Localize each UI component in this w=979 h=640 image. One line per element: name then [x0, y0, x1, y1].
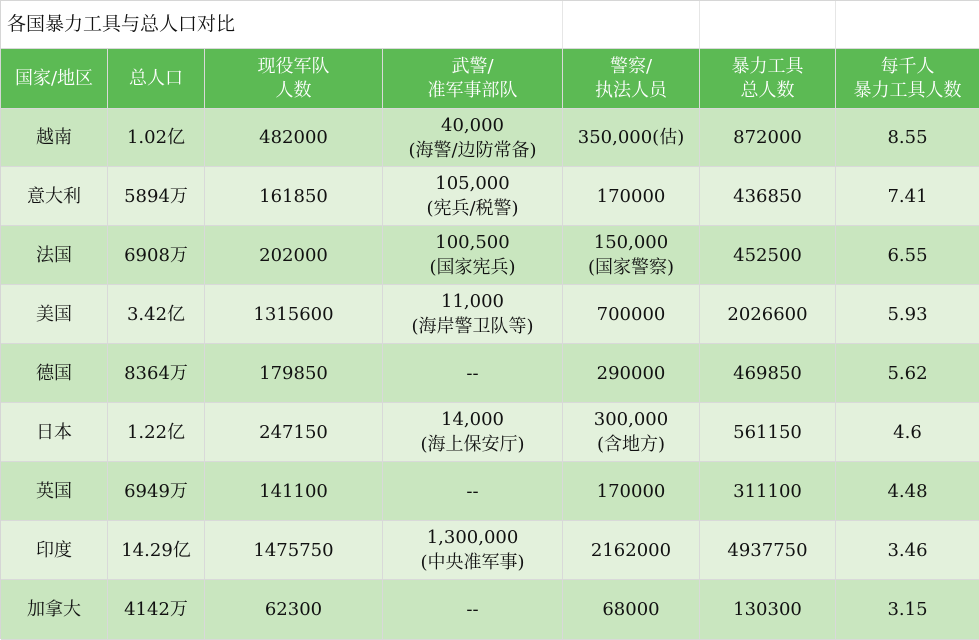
table-title[interactable]	[1, 1, 383, 49]
cell-text: 14,000	[441, 409, 504, 430]
cell-text: 德国	[36, 362, 72, 384]
cell-per-thousand[interactable]	[836, 403, 979, 462]
cell-paramilitary[interactable]	[383, 462, 563, 521]
cell-text: 141100	[259, 480, 328, 502]
cell-country[interactable]	[1, 167, 108, 226]
cell-text: 8364万	[124, 362, 188, 384]
cell-country[interactable]	[1, 344, 108, 403]
cell-text: 482000	[259, 127, 328, 148]
cell-text: 300,000	[593, 409, 669, 430]
cell-country[interactable]	[1, 521, 108, 580]
header-paramilitary[interactable]	[383, 49, 563, 109]
cell-military[interactable]	[205, 403, 383, 462]
cell-paramilitary[interactable]	[383, 403, 563, 462]
cell-police[interactable]	[563, 580, 700, 640]
header-per-thousand[interactable]	[836, 49, 979, 109]
cell-text: 越南	[36, 127, 72, 148]
cell-text: 2026600	[727, 303, 808, 325]
cell-text: 8.55	[887, 127, 928, 148]
cell-total[interactable]	[700, 167, 836, 226]
empty-cell[interactable]	[700, 1, 836, 49]
cell-police[interactable]	[563, 226, 700, 285]
cell-police[interactable]	[563, 109, 700, 167]
cell-police[interactable]	[563, 167, 700, 226]
cell-text: 100,500	[435, 232, 510, 253]
cell-per-thousand[interactable]	[836, 521, 979, 580]
cell-text: 印度	[36, 539, 72, 561]
cell-country[interactable]	[1, 109, 108, 167]
cell-text: 161850	[259, 185, 328, 207]
cell-note: (中央准军事)	[420, 552, 525, 573]
cell-per-thousand[interactable]	[836, 344, 979, 403]
cell-country[interactable]	[1, 285, 108, 344]
header-country[interactable]	[1, 49, 108, 109]
cell-population[interactable]	[108, 462, 205, 521]
cell-note: (含地方)	[596, 434, 666, 455]
cell-paramilitary[interactable]	[383, 580, 563, 640]
cell-military[interactable]	[205, 167, 383, 226]
cell-text: 美国	[36, 303, 72, 325]
cell-per-thousand[interactable]	[836, 167, 979, 226]
cell-total[interactable]	[700, 109, 836, 167]
cell-total[interactable]	[700, 462, 836, 521]
header-line: 警察/	[609, 55, 653, 77]
cell-population[interactable]	[108, 521, 205, 580]
header-line: 人数	[275, 79, 312, 101]
cell-text: 1315600	[253, 303, 334, 325]
cell-text: 4142万	[124, 599, 188, 620]
cell-per-thousand[interactable]	[836, 462, 979, 521]
cell-text: 202000	[259, 244, 328, 266]
cell-text: 700000	[596, 303, 666, 325]
header-line: 武警/	[451, 55, 494, 77]
cell-paramilitary[interactable]	[383, 521, 563, 580]
cell-text: 3.15	[887, 599, 928, 620]
cell-per-thousand[interactable]	[836, 285, 979, 344]
cell-total[interactable]	[700, 344, 836, 403]
cell-military[interactable]	[205, 580, 383, 640]
header-police[interactable]	[563, 49, 700, 109]
cell-text: 170000	[596, 185, 666, 207]
cell-per-thousand[interactable]	[836, 226, 979, 285]
cell-text: 452500	[733, 244, 802, 266]
table-title-text: 各国暴力工具与总人口对比	[7, 13, 236, 35]
cell-per-thousand[interactable]	[836, 109, 979, 167]
cell-note: (海上保安厅)	[420, 434, 525, 455]
cell-text: 3.42亿	[126, 303, 186, 325]
cell-country[interactable]	[1, 462, 108, 521]
cell-police[interactable]	[563, 285, 700, 344]
cell-text: 日本	[36, 421, 72, 443]
cell-population[interactable]	[108, 344, 205, 403]
cell-text: 4.48	[887, 480, 928, 502]
cell-text: 5894万	[124, 185, 188, 207]
cell-paramilitary[interactable]	[383, 167, 563, 226]
cell-country[interactable]	[1, 226, 108, 285]
cell-text: 247150	[259, 421, 328, 443]
empty-cell[interactable]	[563, 1, 700, 49]
cell-paramilitary[interactable]	[383, 344, 563, 403]
cell-country[interactable]	[1, 403, 108, 462]
cell-text: 英国	[36, 480, 72, 502]
cell-population[interactable]	[108, 109, 205, 167]
cell-text: 179850	[259, 362, 328, 384]
header-line: 执法人员	[595, 79, 667, 101]
cell-text: 130300	[733, 599, 802, 620]
cell-text: 1475750	[253, 539, 334, 561]
empty-cell[interactable]	[836, 1, 979, 49]
cell-text: 6.55	[887, 244, 928, 266]
cell-police[interactable]	[563, 462, 700, 521]
cell-text: 350,000(估)	[577, 127, 685, 148]
cell-text: 5.62	[887, 362, 928, 384]
cell-text: 311100	[733, 480, 802, 502]
cell-text: 5.93	[887, 303, 928, 325]
cell-text: 872000	[733, 127, 802, 148]
cell-text: 加拿大	[27, 599, 81, 620]
cell-paramilitary[interactable]	[383, 226, 563, 285]
cell-text: 4937750	[727, 539, 808, 561]
cell-police[interactable]	[563, 344, 700, 403]
cell-military[interactable]	[205, 462, 383, 521]
cell-country[interactable]	[1, 580, 108, 640]
cell-per-thousand[interactable]	[836, 580, 979, 640]
cell-total[interactable]	[700, 226, 836, 285]
cell-note: (国家宪兵)	[429, 257, 516, 278]
cell-text: --	[466, 362, 479, 384]
cell-text: 1,300,000	[426, 527, 519, 548]
cell-note: (宪兵/税警)	[426, 198, 519, 219]
header-line: 总人口	[129, 67, 183, 89]
cell-population[interactable]	[108, 226, 205, 285]
header-total[interactable]	[700, 49, 836, 109]
header-military[interactable]	[205, 49, 383, 109]
cell-police[interactable]	[563, 521, 700, 580]
cell-text: 436850	[733, 185, 802, 207]
cell-text: 14.29亿	[121, 539, 191, 561]
cell-military[interactable]	[205, 344, 383, 403]
cell-text: 62300	[264, 599, 323, 620]
header-line: 准军事部队	[427, 79, 518, 101]
cell-text: 290000	[596, 362, 666, 384]
cell-text: 40,000	[441, 114, 504, 136]
cell-military[interactable]	[205, 285, 383, 344]
cell-text: 68000	[602, 599, 660, 620]
cell-text: --	[466, 599, 479, 620]
cell-note: (国家警察)	[587, 257, 675, 278]
cell-text: 11,000	[441, 291, 504, 312]
cell-text: 3.46	[887, 539, 928, 561]
cell-total[interactable]	[700, 403, 836, 462]
cell-text: 170000	[596, 480, 666, 502]
cell-police[interactable]	[563, 403, 700, 462]
cell-text: 7.41	[887, 185, 928, 207]
cell-text: 469850	[733, 362, 802, 384]
header-line: 每千人	[880, 55, 935, 77]
cell-population[interactable]	[108, 167, 205, 226]
cell-note: (海警/边防常备)	[408, 139, 537, 161]
cell-text: 1.02亿	[126, 127, 186, 148]
header-line: 暴力工具	[731, 55, 804, 77]
cell-text: 法国	[36, 244, 72, 266]
cell-total[interactable]	[700, 521, 836, 580]
cell-population[interactable]	[108, 403, 205, 462]
cell-population[interactable]	[108, 580, 205, 640]
cell-text: 105,000	[435, 173, 510, 194]
header-line: 国家/地区	[14, 67, 94, 89]
header-line: 现役军队	[257, 55, 330, 77]
cell-military[interactable]	[205, 226, 383, 285]
cell-text: 1.22亿	[126, 421, 186, 443]
header-line: 暴力工具人数	[853, 79, 962, 101]
cell-text: 4.6	[893, 421, 922, 443]
cell-text: 6949万	[124, 480, 188, 502]
cell-note: (海岸警卫队等)	[411, 316, 534, 337]
cell-text: 意大利	[27, 185, 81, 207]
cell-text: 561150	[733, 421, 802, 443]
cell-text: --	[466, 480, 479, 502]
cell-paramilitary[interactable]	[383, 285, 563, 344]
cell-military[interactable]	[205, 521, 383, 580]
empty-cell[interactable]	[383, 1, 563, 49]
cell-military[interactable]	[205, 109, 383, 167]
header-line: 总人数	[740, 79, 795, 101]
cell-text: 6908万	[124, 244, 188, 266]
cell-paramilitary[interactable]	[383, 109, 563, 167]
cell-total[interactable]	[700, 580, 836, 640]
cell-text: 150,000	[593, 232, 669, 253]
cell-population[interactable]	[108, 285, 205, 344]
cell-total[interactable]	[700, 285, 836, 344]
header-population[interactable]	[108, 49, 205, 109]
cell-text: 2162000	[590, 539, 672, 561]
